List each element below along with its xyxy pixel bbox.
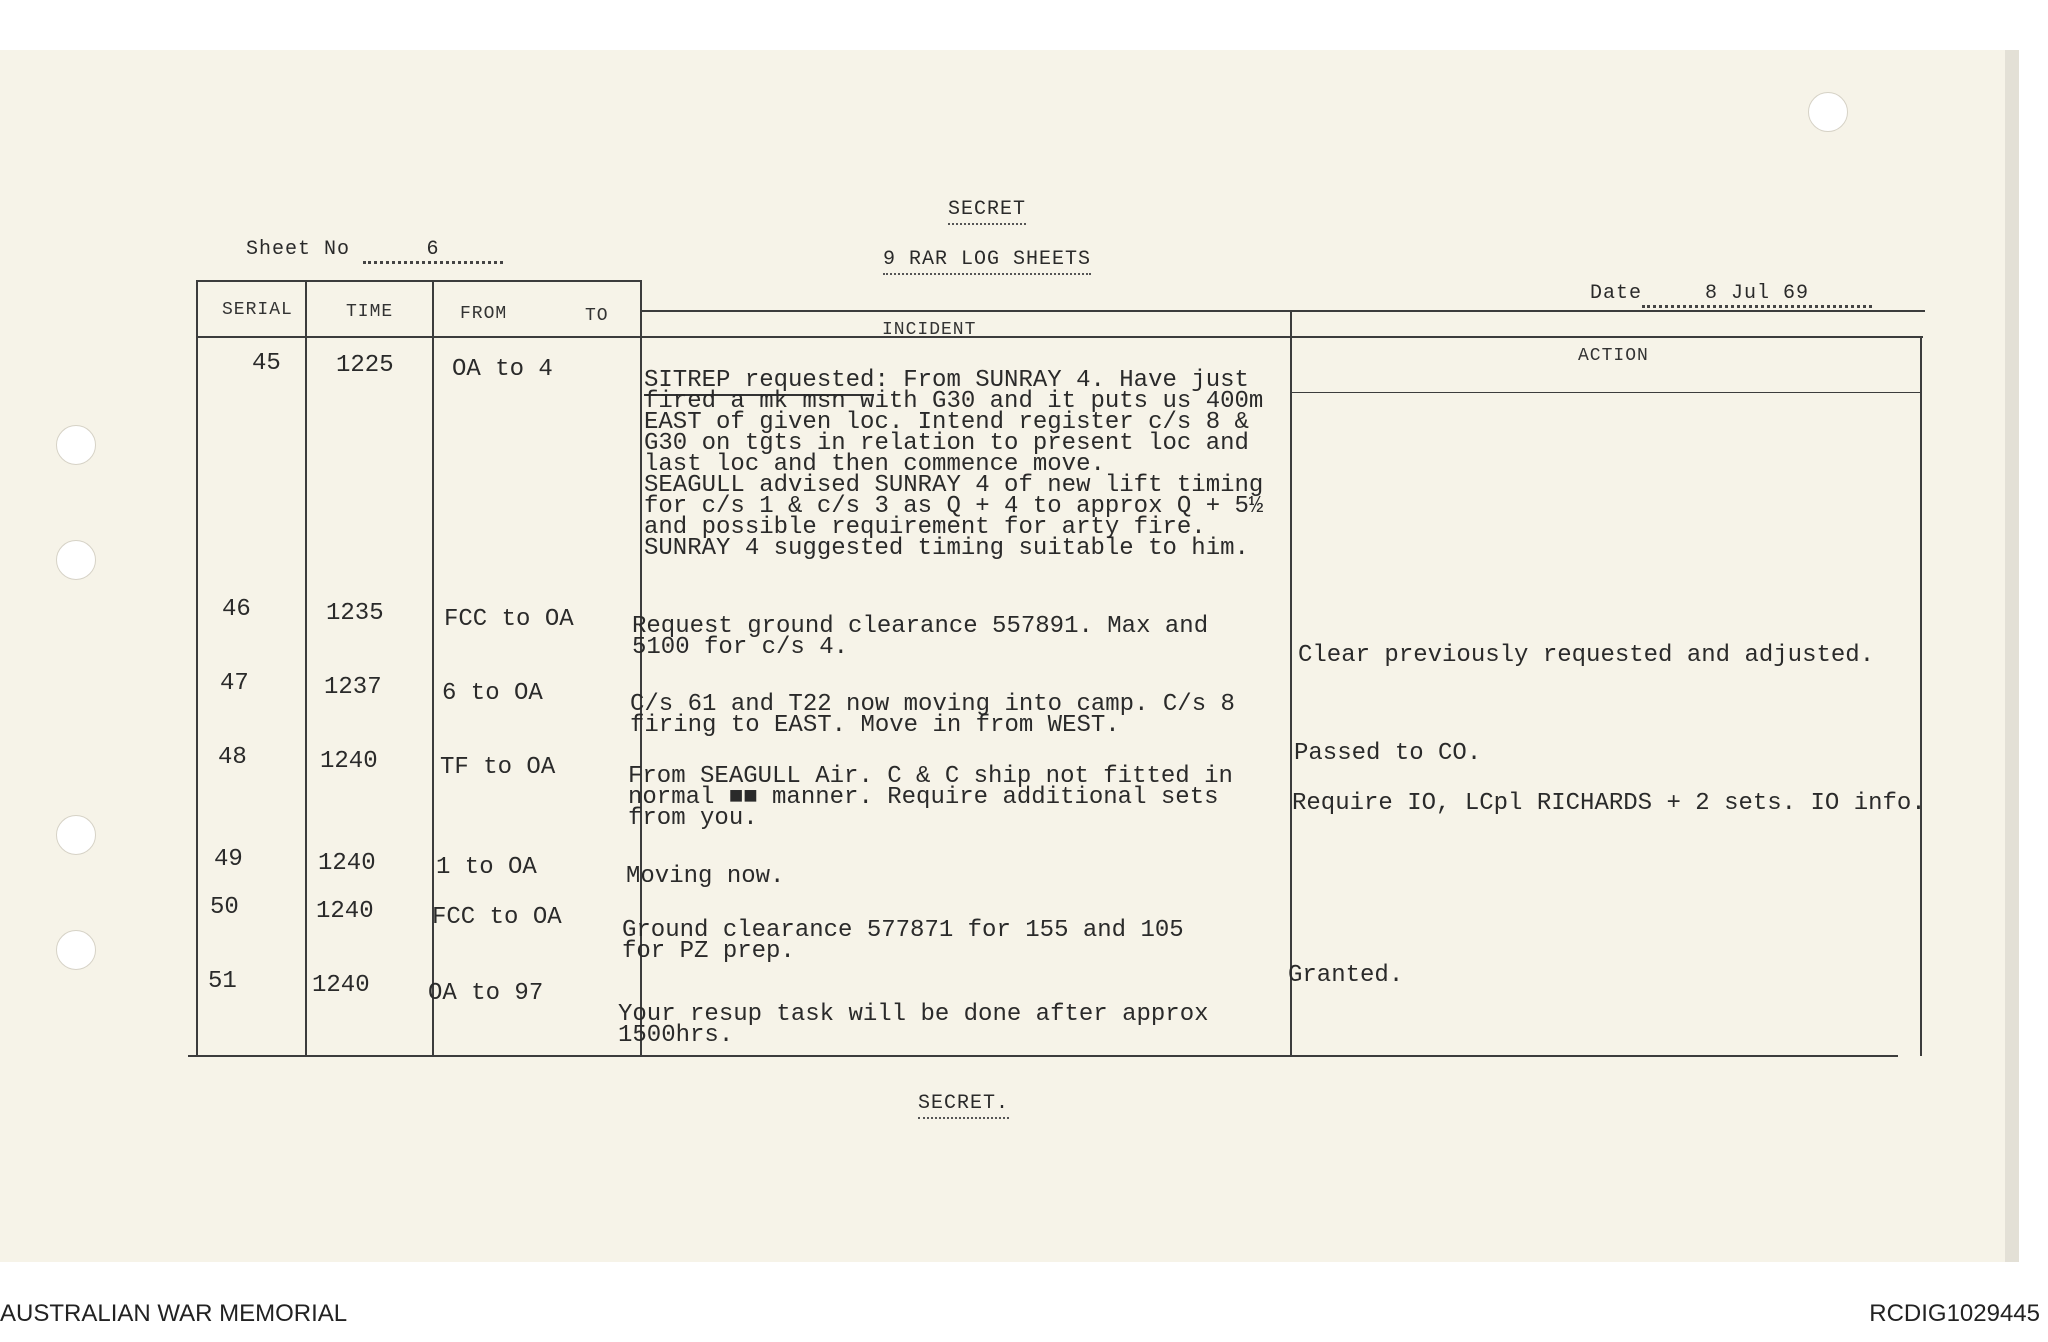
incident-body: : From SUNRAY 4. Have just fired a mk msn with G30 and it puts us 400m EAST of given loc. Intend register c/s 8 & G30 on tgts in relation to present loc and last loc and then commence move. SEAGULL advised SUNRAY 4 of new lift timing for c/s 1 & c/s 3 as Q + 4 to approx Q + 5½ and possible requirement for arty fire. SUNRAY 4 suggested timing suitable to him.: [644, 367, 1264, 562]
incident-cell: Your resup task will be done after approx 1500hrs.: [618, 1001, 1209, 1049]
time-cell: 1240: [320, 748, 378, 775]
col-header-time: TIME: [346, 302, 394, 322]
col-header-incident: INCIDENT: [882, 320, 977, 340]
footer-right: RCDIG1029445: [1869, 1300, 2040, 1327]
date-field: Date 8 Jul 69: [1590, 282, 1872, 308]
col-border: [1920, 336, 1922, 1056]
action-cell: Clear previously requested and adjusted.: [1298, 642, 1875, 669]
col-border: [305, 280, 307, 1056]
incident-cell: Ground clearance 577871 for 155 and 105 for PZ prep.: [622, 917, 1184, 965]
punch-hole: [56, 425, 96, 465]
col-border: [196, 280, 198, 1056]
serial-cell: 49: [214, 846, 243, 873]
table-bottom-border: [188, 1055, 1898, 1057]
table-top-border-right: [640, 310, 1925, 312]
punch-hole: [1808, 92, 1848, 132]
time-cell: 1225: [336, 352, 394, 379]
classification-bottom: SECRET.: [918, 1092, 1009, 1115]
serial-cell: 50: [210, 894, 239, 921]
serial-cell: 47: [220, 670, 249, 697]
punch-hole: [56, 930, 96, 970]
col-header-action: ACTION: [1578, 346, 1649, 366]
incident-cell: Request ground clearance 557891. Max and 5100 for c/s 4.: [632, 613, 1209, 661]
from-to-cell: TF to OA: [440, 754, 556, 781]
time-cell: 1235: [326, 600, 384, 627]
col-header-to: TO: [585, 306, 609, 326]
punch-hole: [56, 815, 96, 855]
col-border: [432, 280, 434, 1056]
table-top-border: [198, 280, 641, 282]
sheet-number: Sheet No 6: [246, 238, 503, 264]
incident-cell: From SEAGULL Air. C & C ship not fitted in normal ■■ manner. Require additional sets from you.: [628, 763, 1233, 832]
action-cell: Granted.: [1288, 962, 1404, 989]
from-to-cell: FCC to OA: [444, 606, 574, 633]
action-cell: Passed to CO.: [1294, 740, 1482, 767]
punch-hole: [56, 540, 96, 580]
col-border: [1290, 312, 1292, 1056]
col-header-from: FROM: [460, 304, 508, 324]
serial-cell: 45: [252, 350, 281, 377]
action-header-divider: [1292, 392, 1922, 393]
incident-cell: C/s 61 and T22 now moving into camp. C/s 8 firing to EAST. Move in from WEST.: [630, 691, 1235, 739]
paper-edge: [2005, 50, 2019, 1262]
time-cell: 1240: [312, 972, 370, 999]
time-cell: 1237: [324, 674, 382, 701]
serial-cell: 51: [208, 968, 237, 995]
time-cell: 1240: [318, 850, 376, 877]
serial-cell: 48: [218, 744, 247, 771]
from-to-cell: OA to 97: [428, 980, 544, 1007]
from-to-cell: OA to 4: [452, 356, 553, 383]
from-to-cell: 6 to OA: [442, 680, 543, 707]
from-to-cell: FCC to OA: [432, 904, 562, 931]
serial-cell: 46: [222, 596, 251, 623]
from-to-cell: 1 to OA: [436, 854, 537, 881]
col-header-serial: SERIAL: [222, 300, 293, 320]
action-cell: Require IO, LCpl RICHARDS + 2 sets. IO info.: [1292, 790, 1926, 817]
classification-top: SECRET: [948, 198, 1026, 221]
incident-lead: SITREP requested: [644, 367, 875, 394]
time-cell: 1240: [316, 898, 374, 925]
header-row-divider: [198, 336, 1923, 338]
incident-cell: Moving now.: [626, 863, 785, 890]
footer-left: AUSTRALIAN WAR MEMORIAL: [0, 1300, 348, 1327]
incident-cell: [644, 367, 1264, 562]
document-title: 9 RAR LOG SHEETS: [883, 248, 1091, 271]
